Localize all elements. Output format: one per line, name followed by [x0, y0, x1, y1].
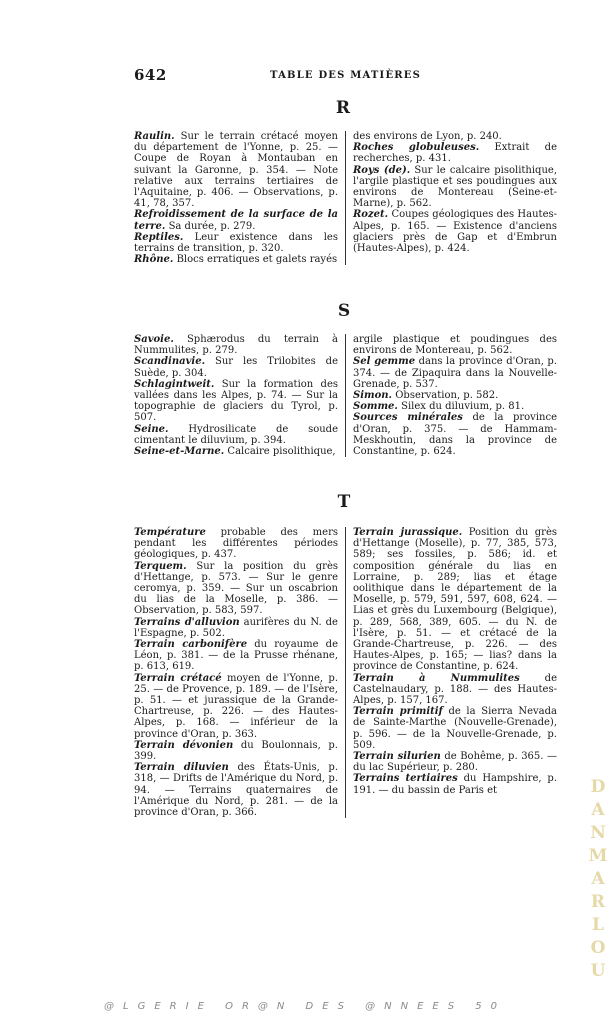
index-entry: [353, 527, 557, 673]
index-entry: [134, 740, 338, 762]
index-entry: [134, 334, 338, 356]
section-r: [134, 131, 558, 265]
entry-term: Reptiles.: [134, 231, 184, 243]
index-entry: [353, 412, 557, 457]
index-entry: [134, 379, 338, 424]
entry-term: Schlagintweit.: [134, 378, 215, 390]
index-entry: [353, 751, 557, 773]
index-entry: [353, 706, 557, 751]
index-entry: [134, 639, 338, 673]
section-t: [134, 527, 558, 818]
index-entry: [134, 424, 338, 446]
entry-text: du Boulonnais, p. 399.: [134, 739, 338, 763]
column-right: [345, 527, 557, 818]
entry-term: Refroidissement de la surface de la terre.: [134, 209, 338, 232]
index-entry: [134, 254, 338, 265]
entry-text: Silex du diluvium, p. 81.: [401, 401, 525, 413]
entry-text: Extrait de recherches, p. 431.: [353, 142, 558, 165]
entry-text: Position du grès d'Hettange (Moselle), p. 77, 385, 573, 589; ses fossiles, p. 586; id. et composition générale du lias en Lorraine, p. 289; lias et étage oolithique dans le département de la Moselle, p. 579, 591, 597, 608, 624. — Lias et grès du Luxembourg (Belgique), p. 289, 568, 389, 605. — du N. de l'Isère, p. 51. — et crétacé de la Grande-Chartreuse, p. 226. — des Hautes-Alpes, p. 165; — lias? dans la province de Constantine, p. 624.: [353, 527, 557, 673]
entry-text: Sur la formation des vallées dans les Alpes, p. 74. — Sur la topographie de glaciers du Tyrol, p. 507.: [134, 378, 339, 424]
index-entry: [353, 209, 557, 254]
index-entry: [134, 446, 338, 457]
entry-text: dans la province d'Oran, p. 374. — de Zipaquira dans la Nouvelle-Grenade, p. 537.: [353, 356, 558, 390]
entry-term: Terrain primitif: [353, 706, 443, 718]
entry-text: Sur la position du grès d'Hettange, p. 573. — Sur le genre ceromya, p. 359. — Sur un oscabrion du lias de la Moselle, p. 386. — Observation, p. 583, 597.: [134, 560, 338, 617]
index-entry: [134, 762, 338, 818]
entry-text: Hydrosilicate de soude cimentant le diluvium, p. 394.: [134, 423, 338, 446]
entry-text: Sa durée, p. 279.: [168, 220, 256, 232]
entry-term: Roys (de).: [353, 164, 411, 176]
entry-text: aurifères du N. de l'Espagne, p. 502.: [134, 616, 338, 639]
entry-term: Terrain jurassique.: [353, 527, 463, 538]
section-letter-t: T: [337, 492, 351, 512]
entry-text: argile plastique et poudingues des environs de Montereau, p. 562.: [353, 334, 557, 357]
index-entry: [353, 334, 557, 356]
entry-text: du Hampshire, p. 191. — du bassin de Paris et: [353, 773, 557, 796]
column-left: [134, 131, 345, 265]
entry-term: Seine.: [134, 423, 169, 435]
column-left: [134, 527, 345, 818]
index-entry: [353, 673, 557, 707]
entry-text: Sur le terrain crétacé moyen du département de l'Yonne, p. 25. — Coupe de Royan à Montauban en suivant la Garonne, p. 354. — Note relative aux terrains tertiaires de l'Aquitaine, p. 406. — Observations, p. 41, 78, 357.: [134, 131, 338, 210]
entry-term: Roches globuleuses.: [353, 142, 480, 154]
entry-term: Terrain dévonien: [134, 739, 234, 751]
index-entry: [134, 209, 338, 231]
entry-term: Terquem.: [134, 560, 187, 572]
index-entry: [134, 561, 338, 617]
index-entry: [134, 131, 338, 209]
entry-text: du royaume de Léon, p. 381. — de la Prusse rhénane, p. 613, 619.: [134, 639, 338, 673]
column-left: [134, 334, 345, 457]
entry-text: probable des mers pendant les différentes périodes géologiques, p. 437.: [134, 527, 338, 561]
page-number: 642: [134, 66, 167, 84]
section-letter-s: S: [337, 301, 351, 321]
entry-term: Seine-et-Marne.: [134, 446, 225, 458]
entry-term: Savoie.: [134, 334, 174, 345]
entry-text: Sur le calcaire pisolithique, l'argile plastique et ses poudingues aux environs de Montereau (Seine-et-Marne), p. 562.: [353, 164, 557, 210]
entry-text: Leur existence dans les terrains de transition, p. 320.: [134, 231, 338, 255]
index-entry: [353, 165, 557, 210]
entry-term: Terrain crétacé: [134, 672, 222, 684]
entry-term: Sources minérales: [353, 412, 463, 424]
entry-term: Raulin.: [134, 131, 175, 142]
entry-term: Terrains d'alluvion: [134, 616, 240, 628]
index-entry: [353, 390, 557, 401]
entry-text: moyen de l'Yonne, p. 25. — de Provence, p. 189. — de l'Isère, p. 51. — et jurassique de la Grande-Chartreuse, p. 226. — des Hautes-Alpes, p. 168. — inférieur de la province d'Oran, p. 363.: [134, 672, 339, 740]
entry-term: Terrain carbonifère: [134, 639, 248, 651]
index-entry: [134, 617, 338, 639]
entry-text: de la Sierra Nevada de Sainte-Marthe (Nouvelle-Grenade), p. 596. — de la Nouvelle-Grenade, p. 509.: [353, 706, 557, 751]
entry-text: de Bohême, p. 365. — du lac Supérieur, p. 280.: [353, 751, 557, 774]
entry-term: Rhône.: [134, 254, 174, 266]
running-head: TABLE DES MATIÈRES: [270, 70, 422, 81]
column-right: [345, 334, 557, 457]
side-watermark: DANMARLOU: [588, 777, 608, 981]
entry-text: des environs de Lyon, p. 240.: [353, 131, 502, 142]
index-entry: [353, 356, 557, 390]
entry-text: de Castelnaudary, p. 188. — des Hautes-Alpes, p. 157, 167.: [353, 672, 557, 707]
entry-text: de la province d'Oran, p. 375. — de Hammam-Meskhoutin, dans la province de Constantine, p. 624.: [353, 412, 557, 458]
entry-term: Scandinavie.: [134, 356, 206, 368]
entry-term: Somme.: [353, 401, 398, 413]
index-entry: [353, 401, 557, 412]
entry-text: Sphærodus du terrain à Nummulites, p. 279.: [134, 334, 338, 357]
entry-term: Terrain diluvien: [134, 762, 229, 774]
index-entry: [134, 232, 338, 254]
entry-term: Terrain à Nummulites: [353, 672, 520, 684]
entry-text: Calcaire pisolithique,: [227, 446, 336, 458]
section-letter-r: R: [335, 98, 351, 118]
entry-text: Blocs erratiques et galets rayés: [176, 254, 338, 266]
entry-text: Sur les Trilobites de Suède, p. 304.: [134, 356, 338, 379]
footer-watermark: @LGERIE OR@N DES @NNEES 50: [104, 1001, 506, 1012]
entry-text: des États-Unis, p. 318, — Drifts de l'Amérique du Nord, p. 94. — Terrains quaternaires de l'Amérique du Nord, p. 281. — de la province d'Oran, p. 366.: [134, 762, 338, 819]
index-entry: [353, 773, 557, 795]
entry-term: Simon.: [353, 390, 393, 402]
section-s: [134, 334, 558, 457]
index-entry: [353, 142, 557, 164]
index-entry: [353, 131, 557, 142]
entry-term: Terrain silurien: [353, 751, 441, 763]
index-entry: [134, 356, 338, 378]
entry-term: Température: [134, 527, 206, 538]
column-right: [345, 131, 557, 265]
entry-term: Terrains tertiaires: [353, 773, 458, 785]
entry-term: Rozet.: [353, 209, 389, 221]
entry-text: Coupes géologiques des Hautes-Alpes, p. 165. — Existence d'anciens glaciers près de Gap et d'Embrun (Hautes-Alpes), p. 424.: [353, 209, 557, 255]
entry-term: Sel gemme: [353, 356, 416, 368]
index-entry: [134, 527, 338, 561]
entry-text: Observation, p. 582.: [395, 390, 499, 402]
index-entry: [134, 673, 338, 740]
